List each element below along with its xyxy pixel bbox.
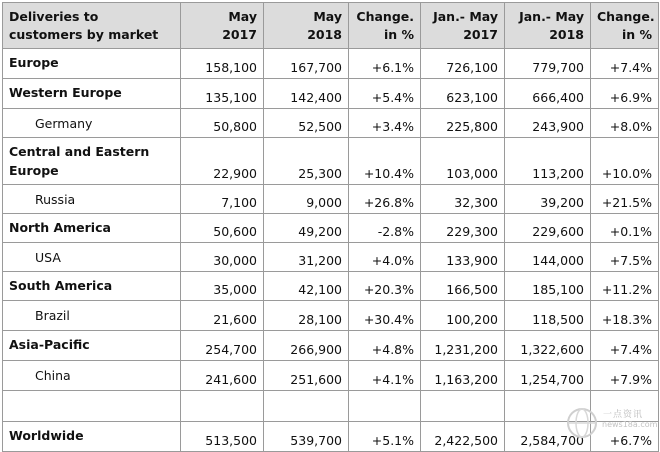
value-cell: +20.3% xyxy=(349,272,421,301)
value-cell: +10.4% xyxy=(349,138,421,185)
header-may-2018 xyxy=(264,3,349,49)
table-row xyxy=(3,109,659,138)
header-change-month-text: Change. in % xyxy=(356,9,414,42)
value-cell: 9,000 xyxy=(264,185,349,214)
spacer-cell xyxy=(591,391,659,422)
header-market: Deliveries to customers by market xyxy=(3,3,181,49)
value-cell: 243,900 xyxy=(505,109,591,138)
table-row xyxy=(3,185,659,214)
value-cell: 7,100 xyxy=(181,185,264,214)
value-cell: +5.1% xyxy=(349,422,421,452)
market-label: Europe xyxy=(3,49,181,79)
value-cell: 666,400 xyxy=(505,79,591,109)
value-cell: 100,200 xyxy=(421,301,505,331)
table-row xyxy=(3,79,659,109)
value-cell: 726,100 xyxy=(421,49,505,79)
value-cell: +4.0% xyxy=(349,243,421,272)
market-label: China xyxy=(3,361,181,391)
value-cell: 254,700 xyxy=(181,331,264,361)
value-cell: +4.8% xyxy=(349,331,421,361)
value-cell: +4.1% xyxy=(349,361,421,391)
value-cell: 1,254,700 xyxy=(505,361,591,391)
value-cell: 185,100 xyxy=(505,272,591,301)
value-cell: 49,200 xyxy=(264,214,349,243)
value-cell: 133,900 xyxy=(421,243,505,272)
header-jan-may-2017 xyxy=(421,3,505,49)
market-label: Central and Eastern Europe xyxy=(3,138,181,185)
value-cell: +10.0% xyxy=(591,138,659,185)
value-cell: 1,322,600 xyxy=(505,331,591,361)
market-label: Germany xyxy=(3,109,181,138)
market-label: USA xyxy=(3,243,181,272)
table-row xyxy=(3,272,659,301)
table-row xyxy=(3,361,659,391)
value-cell: 28,100 xyxy=(264,301,349,331)
value-cell: +30.4% xyxy=(349,301,421,331)
value-cell: -2.8% xyxy=(349,214,421,243)
value-cell: 229,600 xyxy=(505,214,591,243)
value-cell: 52,500 xyxy=(264,109,349,138)
value-cell: 779,700 xyxy=(505,49,591,79)
spacer-cell xyxy=(349,391,421,422)
value-cell: +7.9% xyxy=(591,361,659,391)
value-cell: 118,500 xyxy=(505,301,591,331)
value-cell: 225,800 xyxy=(421,109,505,138)
value-cell: 30,000 xyxy=(181,243,264,272)
table-row xyxy=(3,214,659,243)
header-change-ytd xyxy=(591,3,659,49)
value-cell: +7.4% xyxy=(591,331,659,361)
value-cell: 135,100 xyxy=(181,79,264,109)
spacer-cell xyxy=(181,391,264,422)
value-cell: 167,700 xyxy=(264,49,349,79)
deliveries-table xyxy=(2,2,659,452)
value-cell: +11.2% xyxy=(591,272,659,301)
table-body xyxy=(3,49,659,452)
value-cell: 113,200 xyxy=(505,138,591,185)
value-cell: 229,300 xyxy=(421,214,505,243)
table-row xyxy=(3,243,659,272)
market-label: Worldwide xyxy=(3,422,181,452)
value-cell: 142,400 xyxy=(264,79,349,109)
value-cell: 1,163,200 xyxy=(421,361,505,391)
value-cell: 2,422,500 xyxy=(421,422,505,452)
value-cell: 2,584,700 xyxy=(505,422,591,452)
value-cell: +7.5% xyxy=(591,243,659,272)
value-cell: 31,200 xyxy=(264,243,349,272)
spacer-cell xyxy=(3,391,181,422)
value-cell: 266,900 xyxy=(264,331,349,361)
value-cell: 21,600 xyxy=(181,301,264,331)
value-cell: 251,600 xyxy=(264,361,349,391)
spacer-row xyxy=(3,391,659,422)
value-cell: 623,100 xyxy=(421,79,505,109)
value-cell: 50,800 xyxy=(181,109,264,138)
market-label: Brazil xyxy=(3,301,181,331)
table-row xyxy=(3,422,659,452)
value-cell: 158,100 xyxy=(181,49,264,79)
value-cell: 144,000 xyxy=(505,243,591,272)
header-change-ytd-text: Change. in % xyxy=(597,9,655,42)
table-row xyxy=(3,49,659,79)
value-cell: 50,600 xyxy=(181,214,264,243)
header-jan-may-2018-text: Jan.- May 2018 xyxy=(519,9,584,42)
value-cell: +3.4% xyxy=(349,109,421,138)
market-label: Russia xyxy=(3,185,181,214)
spacer-cell xyxy=(264,391,349,422)
value-cell: +6.7% xyxy=(591,422,659,452)
value-cell: +21.5% xyxy=(591,185,659,214)
value-cell: +5.4% xyxy=(349,79,421,109)
value-cell: 166,500 xyxy=(421,272,505,301)
value-cell: +6.9% xyxy=(591,79,659,109)
value-cell: +6.1% xyxy=(349,49,421,79)
value-cell: 39,200 xyxy=(505,185,591,214)
header-may-2017 xyxy=(181,3,264,49)
header-row xyxy=(3,3,659,49)
market-label: Western Europe xyxy=(3,79,181,109)
value-cell: 35,000 xyxy=(181,272,264,301)
header-change-month xyxy=(349,3,421,49)
market-label: South America xyxy=(3,272,181,301)
spacer-cell xyxy=(421,391,505,422)
header-jan-may-2017-text: Jan.- May 2017 xyxy=(433,9,498,42)
market-label: North America xyxy=(3,214,181,243)
value-cell: +0.1% xyxy=(591,214,659,243)
value-cell: 1,231,200 xyxy=(421,331,505,361)
table-row xyxy=(3,301,659,331)
value-cell: 103,000 xyxy=(421,138,505,185)
value-cell: 539,700 xyxy=(264,422,349,452)
value-cell: 22,900 xyxy=(181,138,264,185)
value-cell: 32,300 xyxy=(421,185,505,214)
value-cell: +8.0% xyxy=(591,109,659,138)
watermark-url: news18a.com xyxy=(602,420,658,429)
header-jan-may-2018 xyxy=(505,3,591,49)
value-cell: 42,100 xyxy=(264,272,349,301)
spacer-cell xyxy=(505,391,591,422)
value-cell: 513,500 xyxy=(181,422,264,452)
value-cell: 241,600 xyxy=(181,361,264,391)
watermark-text: 一点资讯 xyxy=(603,410,644,420)
table-row xyxy=(3,138,659,185)
header-may-2017-text: May 2017 xyxy=(222,9,257,42)
header-may-2018-text: May 2018 xyxy=(307,9,342,42)
market-label: Asia-Pacific xyxy=(3,331,181,361)
value-cell: +7.4% xyxy=(591,49,659,79)
value-cell: +18.3% xyxy=(591,301,659,331)
table-row xyxy=(3,331,659,361)
value-cell: 25,300 xyxy=(264,138,349,185)
value-cell: +26.8% xyxy=(349,185,421,214)
